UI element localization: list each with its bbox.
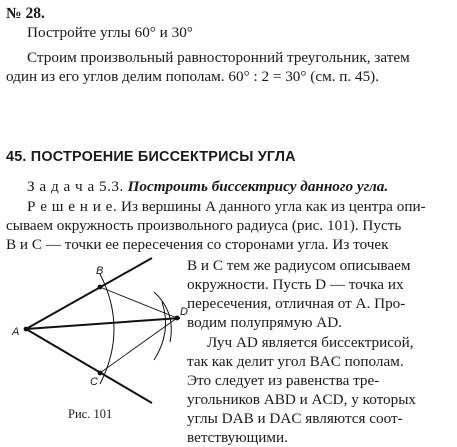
full-line-1: Из вершины A данного угла как из центра опи- (121, 198, 426, 215)
side-line-1: B и C тем же радиусом описываем (187, 257, 411, 274)
full-line-3: B и C — точки ее пересечения со сторонами угла. Из точек (6, 236, 389, 253)
label-b: B (96, 265, 104, 277)
task-text: Построить биссектрису данного угла. (127, 178, 389, 195)
arc-center-b (154, 292, 171, 342)
side-line-5: Луч AD является биссектрисой, (207, 334, 414, 351)
task-line (27, 177, 388, 196)
solution-first-line (27, 197, 426, 216)
side-line-3: пересечения, отличная от A. Про- (187, 295, 406, 312)
side-line-2: окружности. Пусть D — точка их (187, 276, 404, 293)
figure-caption: Рис. 101 (68, 407, 113, 421)
ray-ab (26, 258, 152, 329)
figure-101 (4, 252, 194, 427)
side-line-9: углы DAB и DAC являются соот- (187, 410, 403, 427)
solution-line-2: один из его углов делим пополам. 60° : 2 = 30° (см. п. 45). (6, 68, 380, 85)
ray-ac (26, 329, 152, 403)
full-line-2: сываем окружность произвольного радиуса (рис. 101). Пусть (6, 217, 402, 234)
side-line-10: ветствующими. (187, 429, 288, 446)
problem-number: № 28. (6, 5, 45, 22)
solution-label: Р е ш е н и е. (27, 198, 118, 215)
side-line-7: Это следует из равенства тре- (187, 372, 380, 389)
side-line-6: так как делит угол BAC пополам. (187, 353, 404, 370)
problem-statement: Постройте углы 60° и 30° (27, 24, 193, 41)
label-d: D (180, 306, 188, 318)
section-title: 45. ПОСТРОЕНИЕ БИССЕКТРИСЫ УГЛА (6, 149, 296, 165)
solution-line-1: Строим произвольный равносторонний треугольник, затем (27, 49, 410, 66)
bisector-ad (26, 318, 180, 329)
task-label: З а д а ч а 5.3. (27, 178, 124, 195)
label-a: A (12, 326, 20, 338)
point-a (24, 327, 29, 332)
side-line-4: водим полупрямую AD. (187, 314, 342, 331)
label-c: C (90, 376, 98, 388)
point-b (98, 285, 103, 290)
segment-cd (100, 318, 177, 373)
point-d (175, 316, 180, 321)
side-line-8: угольников ABD и ACD, у которых (187, 391, 417, 408)
point-c (98, 371, 103, 376)
segment-bd (100, 287, 177, 318)
